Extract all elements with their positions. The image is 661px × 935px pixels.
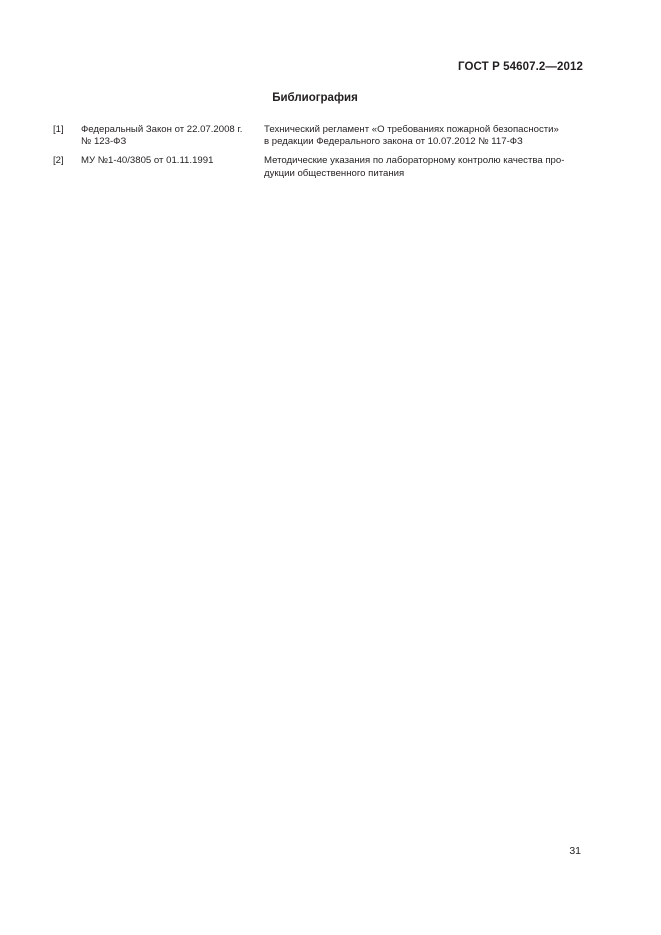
entry-source [81,124,264,148]
bibliography-list [53,124,581,187]
entry-description [264,155,581,179]
entry-source [81,155,264,179]
bibliography-entry [53,155,581,179]
bibliography-entry [53,124,581,148]
entry-number: [1] [53,124,64,135]
document-code: ГОСТ Р 54607.2—2012 [458,61,583,73]
entry-description-line: Методические указания по лабораторному контролю качества про- [264,155,565,167]
entry-description-line: дукции общественного питания [264,167,405,179]
entry-description-line: Технический регламент «О требованиях пожарной безопасности» [264,124,559,135]
entry-description [264,124,581,148]
entry-number: [2] [53,155,64,167]
section-title: Библиография [272,92,358,104]
entry-description-line: в редакции Федерального закона от 10.07.2012 № 117-ФЗ [264,136,523,148]
entry-source-line: МУ №1-40/3805 от 01.11.1991 [81,155,214,167]
entry-source-line: № 123-ФЗ [81,136,127,148]
page-number: 31 [569,845,581,857]
entry-source-line: Федеральный Закон от 22.07.2008 г. [81,124,243,135]
